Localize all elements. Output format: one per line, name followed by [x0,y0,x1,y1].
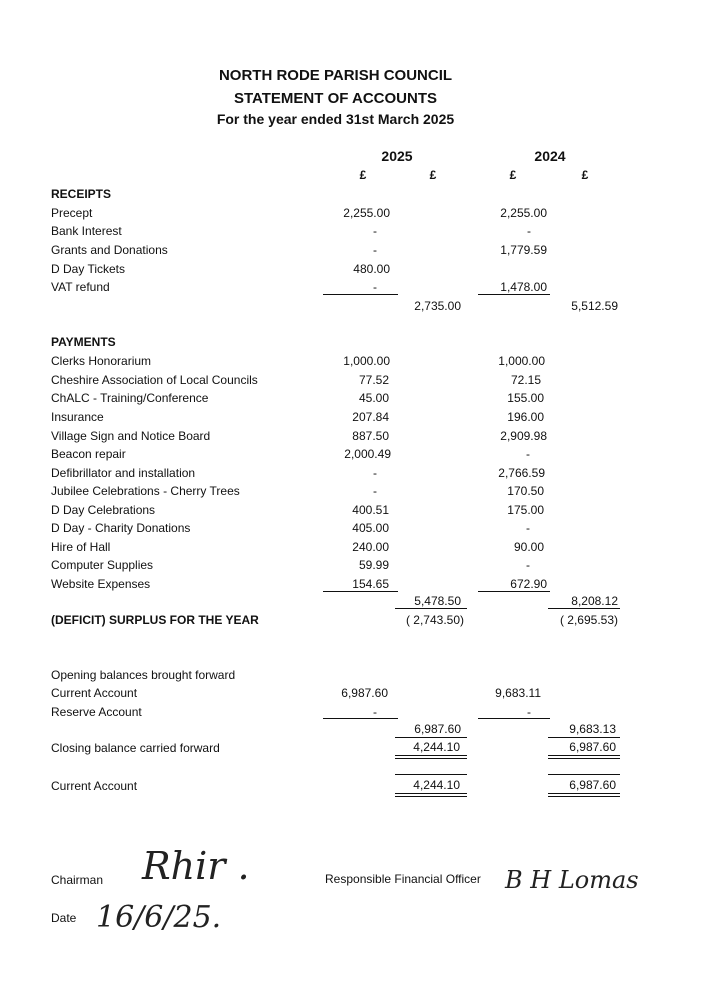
rule-line [323,591,398,592]
current-account-2025: 6,987.60 [341,686,388,700]
rule-line [395,796,467,797]
payment-2025: 207.84 [352,410,389,424]
opening-balances-label: Opening balances brought forward [51,668,236,682]
rule-line [478,718,550,719]
deficit-2025: ( 2,743.50) [405,613,464,627]
currency-header: £ [359,168,367,182]
rule-line [548,755,620,756]
payment-2025: 240.00 [352,540,389,554]
rfo-label: Responsible Financial Officer [325,872,481,886]
payments-heading: PAYMENTS [51,335,116,349]
receipt-label: Precept [51,206,93,220]
receipts-total-2025: 2,735.00 [414,299,461,313]
receipt-2024: - [527,224,531,238]
rule-line [478,294,550,295]
payment-2025: 405.00 [352,521,389,535]
payment-label: D Day - Charity Donations [51,521,191,535]
closing-balance-label: Closing balance carried forward [51,741,220,755]
final-current-account-2024: 6,987.60 [569,778,616,792]
receipt-2024: 2,255.00 [500,206,547,220]
payment-2025: 77.52 [358,373,389,387]
payment-label: D Day Celebrations [51,503,156,517]
rule-line [548,758,620,759]
balance-subtotal-2025: 6,987.60 [414,722,461,736]
currency-header: £ [509,168,517,182]
reserve-account-label: Reserve Account [51,705,142,719]
deficit-label: (DEFICIT) SURPLUS FOR THE YEAR [51,613,259,627]
rule-line [395,737,467,738]
rule-line [395,774,467,775]
payment-label: Clerks Honorarium [51,354,152,368]
payment-2024: - [526,447,530,461]
payment-2025: 887.50 [352,429,389,443]
receipt-2025: 480.00 [353,262,390,276]
receipt-2025: 2,255.00 [343,206,390,220]
payments-total-2024: 8,208.12 [571,594,618,608]
payment-2024: - [526,558,530,572]
receipt-label: Bank Interest [51,224,122,238]
receipt-label: D Day Tickets [51,262,126,276]
receipts-total-2024: 5,512.59 [571,299,618,313]
rule-line [395,755,467,756]
current-account-label: Current Account [51,686,138,700]
payment-label: Insurance [51,410,104,424]
payment-label: Beacon repair [51,447,126,461]
year-2024-header: 2024 [534,148,566,164]
payment-2024: 2,909.98 [500,429,547,443]
rule-line [323,718,398,719]
payment-2025: 59.99 [358,558,389,572]
closing-balance-2024: 6,987.60 [569,740,616,754]
final-current-account-label: Current Account [51,779,138,793]
chairman-signature: Rhir . [142,844,250,888]
payment-2024: 1,000.00 [498,354,545,368]
council-name: NORTH RODE PARISH COUNCIL [218,67,453,84]
currency-header: £ [429,168,437,182]
closing-balance-2025: 4,244.10 [413,740,460,754]
receipt-2024: 1,779.59 [500,243,547,257]
payment-2024: - [526,521,530,535]
balance-subtotal-2024: 9,683.13 [569,722,616,736]
rule-line [478,591,550,592]
payment-2024: 90.00 [513,540,544,554]
reserve-account-2025: - [373,705,377,719]
payment-label: Jubilee Celebrations - Cherry Trees [51,484,240,498]
payment-label: Website Expenses [51,577,151,591]
year-2025-header: 2025 [381,148,413,164]
payment-2024: 2,766.59 [498,466,545,480]
payment-label: Computer Supplies [51,558,154,572]
date-handwritten: 16/6/25. [96,900,222,935]
payment-2024: 170.50 [507,484,544,498]
payments-total-2025: 5,478.50 [414,594,461,608]
payment-label: Cheshire Association of Local Councils [51,373,258,387]
receipts-heading: RECEIPTS [51,187,112,201]
current-account-2024: 9,683.11 [495,686,541,700]
chairman-label: Chairman [51,873,104,887]
receipt-label: VAT refund [51,280,110,294]
period-subtitle: For the year ended 31st March 2025 [216,111,455,127]
receipt-2025: - [373,280,377,294]
payment-2025: 2,000.49 [344,447,391,461]
receipt-label: Grants and Donations [51,243,168,257]
payment-label: Defibrillator and installation [51,466,196,480]
payment-2025: 400.51 [352,503,389,517]
final-current-account-2025: 4,244.10 [413,778,460,792]
payment-2025: - [373,466,377,480]
rule-line [395,758,467,759]
receipt-2025: - [373,243,377,257]
currency-header: £ [581,168,589,182]
payment-2025: - [373,484,377,498]
rule-line [323,294,398,295]
reserve-account-2024: - [527,705,531,719]
payment-2025: 1,000.00 [343,354,390,368]
rule-line [548,737,620,738]
receipt-2025: - [373,224,377,238]
payment-label: Village Sign and Notice Board [51,429,211,443]
payment-2024: 196.00 [507,410,544,424]
payment-2025: 45.00 [358,391,389,405]
rfo-signature: B H Lomas [505,866,639,894]
receipt-2024: 1,478.00 [500,280,547,294]
payment-2024: 672.90 [510,577,547,591]
statement-title: STATEMENT OF ACCOUNTS [233,90,438,107]
payment-2025: 154.65 [352,577,389,591]
rule-line [548,796,620,797]
rule-line [395,608,467,609]
date-label: Date [51,911,77,925]
rule-line [548,608,620,609]
rule-line [395,793,467,794]
rule-line [548,793,620,794]
payment-2024: 72.15 [510,373,541,387]
payment-2024: 155.00 [507,391,544,405]
payment-label: ChALC - Training/Conference [51,391,209,405]
payment-2024: 175.00 [507,503,544,517]
rule-line [548,774,620,775]
payment-label: Hire of Hall [51,540,111,554]
deficit-2024: ( 2,695.53) [559,613,618,627]
